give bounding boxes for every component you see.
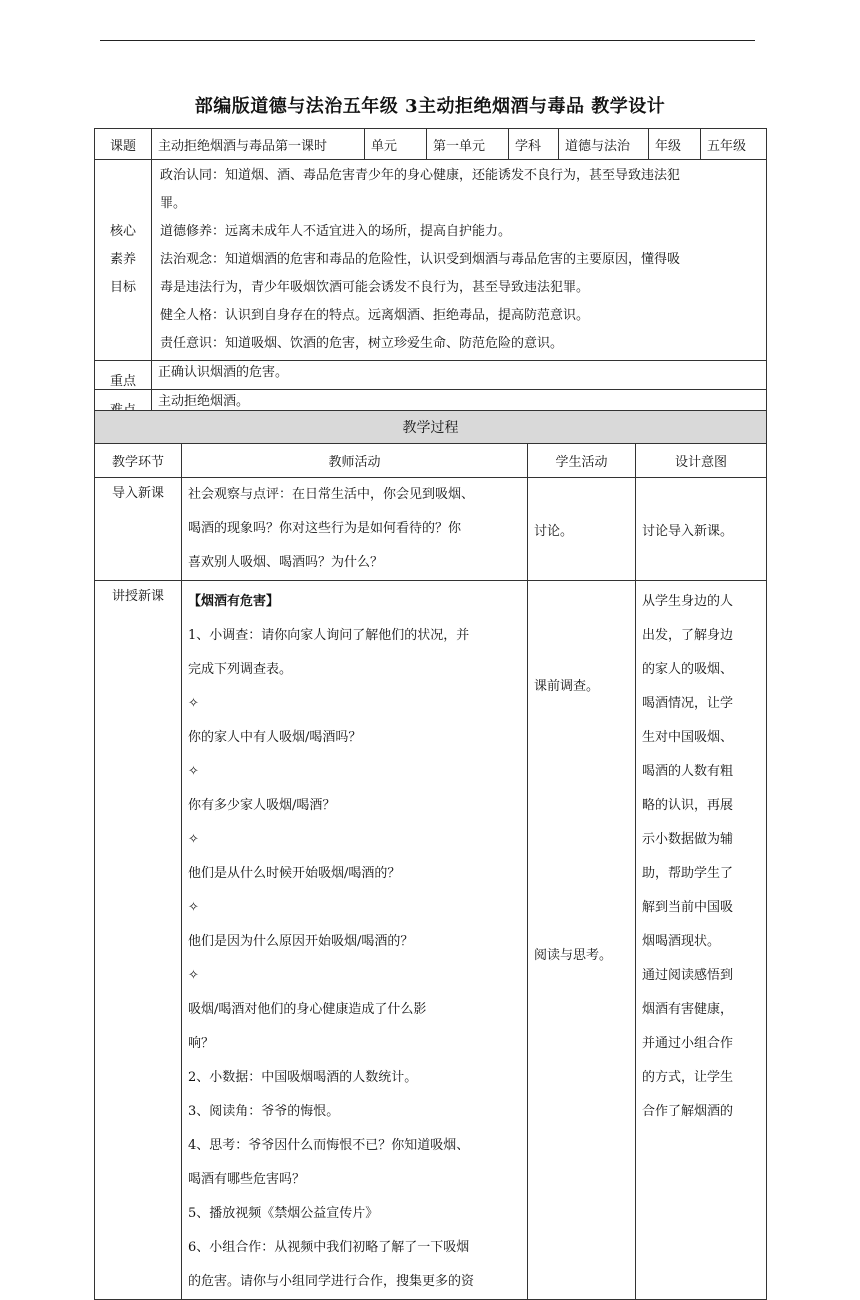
document-title: 部编版道德与法治五年级 3主动拒绝烟酒与毒品 教学设计 bbox=[194, 96, 666, 117]
course-value: 主动拒绝烟酒与毒品第一课时 bbox=[152, 129, 365, 160]
teaching-process-table bbox=[94, 410, 767, 1300]
difficulty-value: 主动拒绝烟酒。 bbox=[152, 390, 767, 419]
grade-label: 年级 bbox=[649, 129, 701, 160]
key-point-value: 正确认识烟酒的危害。 bbox=[152, 361, 767, 390]
key-point-row bbox=[95, 361, 767, 390]
goal-line: 法治观念：知道烟酒的危害和毒品的危险性，认识受到烟酒与毒品危害的主要原因，懂得吸 bbox=[160, 252, 681, 267]
survey-bullet: ✧ 吸烟/喝酒对他们的身心健康造成了什么影 bbox=[188, 959, 521, 1027]
header-student: 学生活动 bbox=[528, 444, 636, 478]
lesson-row bbox=[95, 581, 767, 1300]
header-teacher: 教师活动 bbox=[182, 444, 528, 478]
key-point-label: 重点 bbox=[95, 361, 152, 390]
goal-line: 政治认同：知道烟、酒、毒品危害青少年的身心健康，还能诱发不良行为，甚至导致违法犯 bbox=[160, 168, 681, 183]
survey-bullet: ✧ 他们是因为什么原因开始吸烟/喝酒的？ bbox=[188, 891, 521, 959]
student-activity-reading: 阅读与思考。 bbox=[534, 948, 613, 963]
goals-label: 核心 素养 目标 bbox=[95, 160, 152, 361]
goal-line: 毒是违法行为，青少年吸烟饮酒可能会诱发不良行为，甚至导致违法犯罪。 bbox=[160, 280, 590, 295]
unit-label: 单元 bbox=[365, 129, 427, 160]
column-header-row bbox=[95, 444, 767, 478]
survey-bullet-continued: 响？ bbox=[188, 1036, 215, 1051]
header-intent: 设计意图 bbox=[636, 444, 767, 478]
lesson-student-activity bbox=[528, 581, 636, 1300]
intro-design-intent: 讨论导入新课。 bbox=[636, 478, 767, 581]
goal-line: 健全人格：认识到自身存在的特点。远离烟酒、拒绝毒品，提高防范意识。 bbox=[160, 308, 590, 323]
course-label: 课题 bbox=[95, 129, 152, 160]
grade-value: 五年级 bbox=[701, 129, 767, 160]
sparkle-bullet-icon: ✧ bbox=[188, 832, 199, 847]
survey-bullet: ✧ 他们是从什么时候开始吸烟/喝酒的？ bbox=[188, 823, 521, 891]
sparkle-bullet-icon: ✧ bbox=[188, 900, 199, 915]
sparkle-bullet-icon: ✧ bbox=[188, 696, 199, 711]
info-row bbox=[95, 129, 767, 160]
subject-value: 道德与法治 bbox=[559, 129, 649, 160]
student-activity-survey: 课前调查。 bbox=[534, 679, 600, 694]
goal-line: 道德修养：远离未成年人不适宜进入的场所，提高自护能力。 bbox=[160, 224, 512, 239]
process-section-title: 教学过程 bbox=[95, 411, 767, 444]
lesson-info-table bbox=[94, 128, 767, 419]
header-rule bbox=[100, 40, 755, 41]
sparkle-bullet-icon: ✧ bbox=[188, 764, 199, 779]
survey-bullet: ✧ 你的家人中有人吸烟/喝酒吗？ bbox=[188, 687, 521, 755]
lesson-heading: 【烟酒有危害】 bbox=[188, 594, 280, 609]
lesson-stage: 讲授新课 bbox=[95, 581, 182, 1300]
header-stage: 教学环节 bbox=[95, 444, 182, 478]
intro-stage: 导入新课 bbox=[95, 478, 182, 581]
goal-line: 责任意识：知道吸烟、饮酒的危害，树立珍爱生命、防范危险的意识。 bbox=[160, 336, 564, 351]
lesson-teacher-activity: 【烟酒有危害】 1、小调查：请你向家人询问了解他们的状况，并 完成下列调查表。 ✧ 你的家人中有人吸烟/喝酒吗？ ✧ 你有多少家人吸烟/喝酒？ ✧ 他们是从什么时候开始吸烟/喝酒的？ ✧ 他们是因为什么原因开始吸烟/喝酒的？ ✧ 吸烟/喝酒对他们的身心健康造成了什么影 响？ 2、小数据：中国吸烟喝酒的人数统计。 3、阅读角：爷爷的悔恨。 4、思考：爷爷因什么而悔恨不已？你知道吸烟、 喝酒有哪些危害吗？ 5、播放视频《禁烟公益宣传片》 6、小组合作：从视频中我们初略了解了一下吸烟 的危害。请你与小组同学进行合作，搜集更多的资 bbox=[182, 581, 528, 1300]
intro-teacher-activity: 社会观察与点评：在日常生活中，你会见到吸烟、 喝酒的现象吗？你对这些行为是如何看待的？你 喜欢别人吸烟、喝酒吗？为什么？ bbox=[182, 478, 528, 581]
subject-label: 学科 bbox=[509, 129, 559, 160]
section-header-row bbox=[95, 411, 767, 444]
goal-line: 罪。 bbox=[160, 196, 187, 211]
goals-content bbox=[152, 160, 767, 361]
survey-bullet: ✧ 你有多少家人吸烟/喝酒？ bbox=[188, 755, 521, 823]
lesson-design-intent: 从学生身边的人 出发，了解身边 的家人的吸烟、 喝酒情况，让学 生对中国吸烟、 喝酒的人数有粗 略的认识，再展 示小数据做为辅 助，帮助学生了 解到当前中国吸 烟喝酒现状。 通过阅读感悟到 烟酒有害健康， 并通过小组合作 的方式，让学生 合作了解烟酒的 bbox=[636, 581, 767, 1300]
sparkle-bullet-icon: ✧ bbox=[188, 968, 199, 983]
intro-row bbox=[95, 478, 767, 581]
intro-student-activity: 讨论。 bbox=[528, 478, 636, 581]
unit-value: 第一单元 bbox=[427, 129, 509, 160]
goals-row bbox=[95, 160, 767, 361]
